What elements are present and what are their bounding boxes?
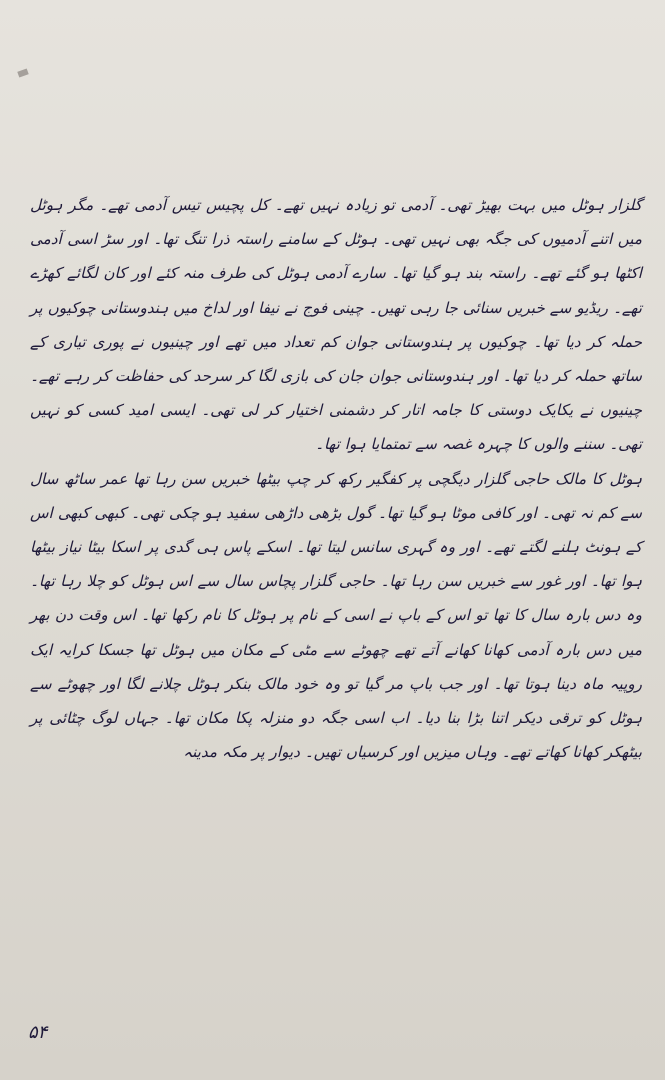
ink-speck [17, 68, 28, 77]
page-number: ۵۴ [28, 1022, 48, 1043]
page-body [30, 188, 642, 769]
paragraph-2: ہوٹل کا مالک حاجی گلزار دیگچی پر کفگیر رکھ کر چپ بیٹھا خبریں سن رہا تھا عمر ساٹھ سال سے کم نہ تھی۔ اور کافی موٹا ہو گیا تھا۔ گول بڑھی داڑھی سفید ہو چکی تھی۔ کبھی کبھی اس کے ہونٹ ہلنے لگتے تھے۔ اور وہ گہری سانس لیتا تھا۔ اسکے پاس ہی گدی پر اسکا بیٹا نیاز بیٹھا ہوا تھا۔ اور غور سے خبریں سن رہا تھا۔ حاجی گلزار پچاس سال سے اس ہوٹل کو چلا رہا تھا۔ وہ دس بارہ سال کا تھا تو اس کے باپ نے اسی کے نام پر ہوٹل کا نام رکھا تھا۔ اس وقت دن بھر میں دس بارہ آدمی کھانا کھانے آتے تھے چھوٹے سے مٹی کے مکان میں ہوٹل تھا جسکا کرایہ ایک روپیہ ماہ دینا ہوتا تھا۔ اور جب باپ مر گیا تو وہ خود مالک بنکر ہوٹل چلانے لگا اور چھوٹے سے ہوٹل کو ترقی دیکر اتنا بڑا بنا دیا۔ اب اسی جگہ دو منزلہ پکا مکان تھا۔ جہاں لوگ چٹائی پر بیٹھکر کھانا کھاتے تھے۔ وہاں میزیں اور کرسیاں تھیں۔ دیوار پر مکہ مدینہ [30, 469, 642, 762]
paragraph-1: گلزار ہوٹل میں بہت بھیڑ تھی۔ آدمی تو زیادہ نہیں تھے۔ کل پچیس تیس آدمی تھے۔ مگر ہوٹل میں اتنے آدمیوں کی جگہ بھی نہیں تھی۔ ہوٹل کے سامنے راستہ ذرا تنگ تھا۔ اور سڑ اسی آدمی اکٹھا ہو گئے تھے۔ راستہ بند ہو گیا تھا۔ سارے آدمی ہوٹل کی طرف منہ کئے اور کان لگائے کھڑے تھے۔ ریڈیو سے خبریں سنائی جا رہی تھیں۔ چینی فوج نے نیفا اور لداخ میں ہندوستانی چوکیوں پر حملہ کر دیا تھا۔ چوکیوں پر ہندوستانی جوان کم تعداد میں تھے اور چینیوں نے پوری تیاری کے ساتھ حملہ کر دیا تھا۔ اور ہندوستانی جوان جان کی بازی لگا کر سرحد کی حفاظت کر رہے تھے۔ چینیوں نے یکایک دوستی کا جامہ اتار کر دشمنی اختیار کر لی تھی۔ ایسی امید کسی کو نہیں تھی۔ سننے والوں کا چہرہ غصہ سے تمتمایا ہوا تھا۔ [30, 196, 642, 454]
